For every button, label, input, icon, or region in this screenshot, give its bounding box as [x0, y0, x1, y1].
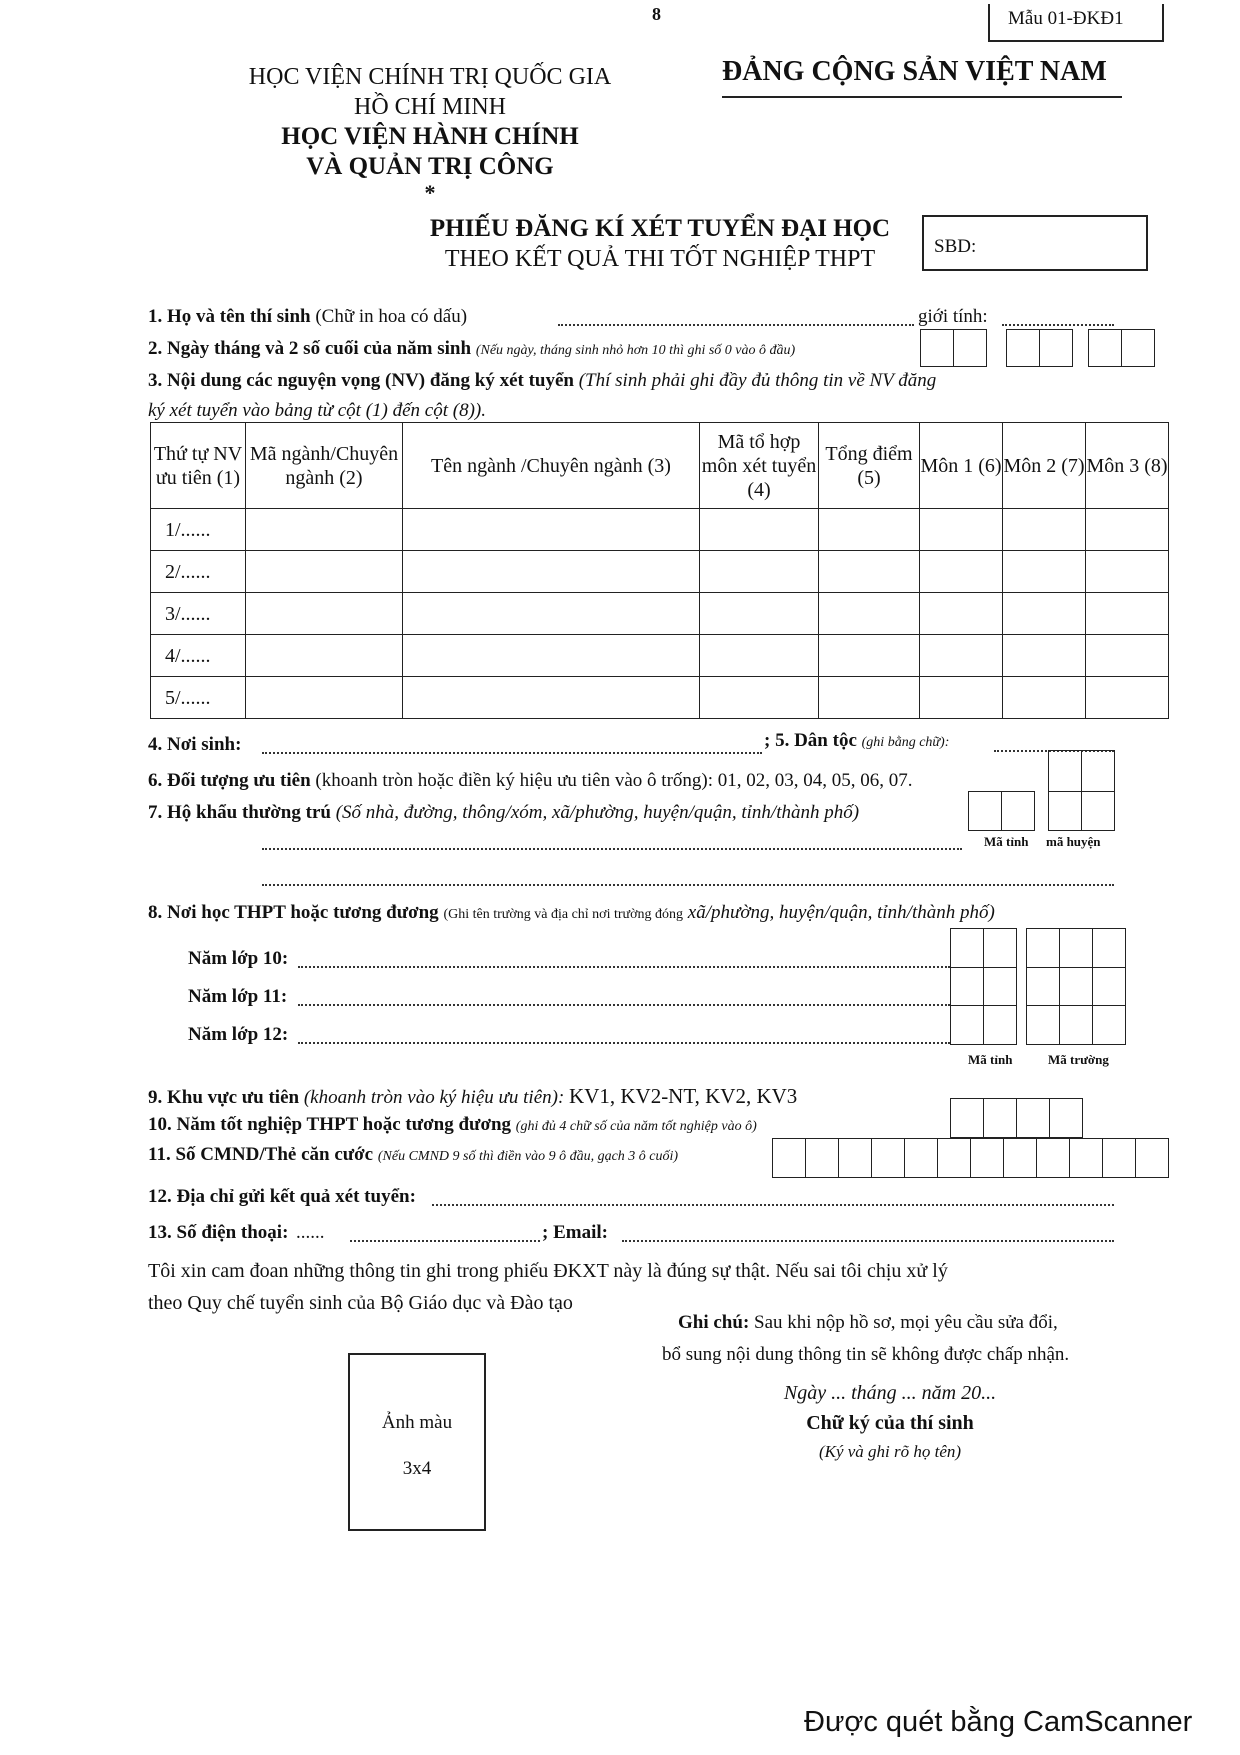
school-code-cell[interactable]: [1059, 967, 1093, 1006]
residence-field-1[interactable]: [262, 848, 962, 850]
item-10-title: 10. Năm tốt nghiệp THPT hoặc tương đương: [148, 1114, 512, 1135]
declaration-line-1: Tôi xin cam đoan những thông tin ghi trong phiếu ĐKXT này là đúng sự thật. Nếu sai tôi chịu xử lý: [148, 1260, 948, 1282]
table-cell[interactable]: [700, 551, 819, 593]
col-header-7: Môn 2 (7): [1003, 423, 1086, 509]
header-left: [200, 62, 660, 204]
col-header-8: Môn 3 (8): [1086, 423, 1169, 509]
grade-11-label: Năm lớp 11:: [188, 986, 288, 1007]
row-label: 1/......: [151, 509, 246, 551]
grade-12-field[interactable]: [298, 1042, 950, 1044]
item-4-label: 4. Nơi sinh:: [148, 734, 242, 755]
item-5-label: [764, 730, 949, 752]
table-cell[interactable]: [1086, 551, 1169, 593]
table-cell[interactable]: [1003, 635, 1086, 677]
table-cell[interactable]: [819, 551, 920, 593]
grade-12-label: Năm lớp 12:: [188, 1024, 289, 1045]
grade-11-field[interactable]: [298, 1004, 950, 1006]
table-row: [151, 509, 1169, 551]
school-code-cell[interactable]: [1059, 1005, 1093, 1045]
org-line-1: HỌC VIỆN CHÍNH TRỊ QUỐC GIA: [248, 64, 612, 90]
signature-note: (Ký và ghi rõ họ tên): [818, 1442, 962, 1461]
school-province-cell[interactable]: [983, 1005, 1017, 1045]
table-cell[interactable]: [403, 593, 700, 635]
party-name: ĐẢNG CỘNG SẢN VIỆT NAM: [722, 56, 1107, 87]
photo-label-2: 3x4: [402, 1458, 432, 1479]
fullname-field[interactable]: [558, 324, 914, 326]
birthplace-field[interactable]: [262, 752, 762, 754]
residence-field-2[interactable]: [262, 884, 1114, 886]
school-code-cell[interactable]: [1059, 928, 1093, 968]
table-cell[interactable]: [819, 593, 920, 635]
table-row: [151, 593, 1169, 635]
org-line-2: HỒ CHÍ MINH: [354, 94, 506, 120]
table-cell[interactable]: [403, 509, 700, 551]
school-province-cell[interactable]: [950, 1005, 984, 1045]
item-11-label: [148, 1144, 678, 1166]
birth-month-cell-1[interactable]: [1006, 329, 1040, 367]
col-header-2: Mã ngành/Chuyên ngành (2): [246, 423, 403, 509]
item-9-values: KV1, KV2-NT, KV2, KV3: [569, 1084, 798, 1108]
table-cell[interactable]: [920, 677, 1003, 719]
birth-year-cell-1[interactable]: [1088, 329, 1122, 367]
item-5-title: ; 5. Dân tộc: [764, 730, 857, 751]
sbd-label: SBD:: [934, 236, 977, 257]
gender-field[interactable]: [1002, 324, 1114, 326]
table-cell[interactable]: [700, 593, 819, 635]
table-row: [151, 635, 1169, 677]
item-3-note-a: (Thí sinh phải ghi đầy đủ thông tin về NV đăng: [578, 370, 937, 391]
id-number-cell[interactable]: [772, 1138, 806, 1178]
col-header-3: Tên ngành /Chuyên ngành (3): [403, 423, 700, 509]
table-cell[interactable]: [1003, 551, 1086, 593]
email-field[interactable]: [622, 1240, 1114, 1242]
item-1-label: [148, 306, 467, 328]
result-address-field[interactable]: [432, 1204, 1114, 1206]
table-cell[interactable]: [246, 509, 403, 551]
item-2-label: [148, 338, 795, 360]
item-8-title: 8. Nơi học THPT hoặc tương đương: [148, 902, 439, 923]
id-number-cell[interactable]: [1036, 1138, 1070, 1178]
table-cell[interactable]: [1003, 509, 1086, 551]
table-cell[interactable]: [700, 677, 819, 719]
item-2-note: (Nếu ngày, tháng sinh nhỏ hơn 10 thì ghi số 0 vào ô đầu): [475, 343, 796, 358]
gender-label: giới tính:: [918, 306, 988, 327]
id-number-cell[interactable]: [805, 1138, 839, 1178]
item-13-label: 13. Số điện thoại:: [148, 1222, 289, 1243]
graduation-year-cell[interactable]: [1049, 1098, 1083, 1138]
table-cell[interactable]: [920, 635, 1003, 677]
table-cell[interactable]: [1003, 593, 1086, 635]
birth-day-cell-2[interactable]: [953, 329, 987, 367]
org-star: *: [424, 180, 436, 205]
table-cell[interactable]: [246, 593, 403, 635]
school-code-cell[interactable]: [1026, 967, 1060, 1006]
title-line-1: PHIẾU ĐĂNG KÍ XÉT TUYỂN ĐẠI HỌC: [429, 215, 891, 242]
table-cell[interactable]: [403, 551, 700, 593]
item-9-label: [148, 1084, 797, 1109]
phone-dots: ......: [296, 1222, 325, 1243]
school-province-label: Mã tỉnh: [968, 1052, 1013, 1067]
school-code-cell[interactable]: [1092, 928, 1126, 968]
id-number-cell[interactable]: [1003, 1138, 1037, 1178]
residence-province-label: Mã tỉnh: [984, 834, 1029, 849]
table-row: [151, 551, 1169, 593]
row-label: 3/......: [151, 593, 246, 635]
school-province-cell[interactable]: [983, 967, 1017, 1006]
col-header-1: Thứ tự NV ưu tiên (1): [151, 423, 246, 509]
graduation-year-cell[interactable]: [950, 1098, 984, 1138]
photo-label-1: Ảnh màu: [381, 1412, 453, 1433]
wishes-table: [150, 422, 1169, 719]
id-number-cell[interactable]: [904, 1138, 938, 1178]
row-label: 2/......: [151, 551, 246, 593]
table-cell[interactable]: [920, 593, 1003, 635]
id-number-cell[interactable]: [937, 1138, 971, 1178]
item-5-note: (ghi bằng chữ):: [861, 735, 950, 750]
item-1-note: (Chữ in hoa có dấu): [315, 306, 468, 327]
item-8-note-a: (Ghi tên trường và địa chỉ nơi trường đóng: [443, 907, 684, 922]
priority-cell-1[interactable]: [1048, 750, 1082, 792]
table-cell[interactable]: [403, 677, 700, 719]
org-line-4: VÀ QUẢN TRỊ CÔNG: [306, 153, 554, 180]
residence-district-label: mã huyện: [1046, 834, 1101, 849]
note-line-1: [678, 1312, 1058, 1334]
id-number-cell[interactable]: [970, 1138, 1004, 1178]
photo-box[interactable]: [348, 1353, 486, 1531]
date-line: Ngày ... tháng ... năm 20...: [783, 1382, 997, 1404]
school-code-label: Mã trường: [1048, 1052, 1109, 1067]
table-cell[interactable]: [1086, 635, 1169, 677]
birth-day-cell-1[interactable]: [920, 329, 954, 367]
table-cell[interactable]: [246, 677, 403, 719]
table-cell[interactable]: [1003, 677, 1086, 719]
school-code-cell[interactable]: [1026, 928, 1060, 968]
note-text-a: Sau khi nộp hồ sơ, mọi yêu cầu sửa đổi,: [754, 1312, 1058, 1333]
table-cell[interactable]: [1086, 593, 1169, 635]
item-10-note: (ghi đủ 4 chữ số của năm tốt nghiệp vào ô): [515, 1119, 757, 1134]
table-cell[interactable]: [819, 635, 920, 677]
table-cell[interactable]: [246, 551, 403, 593]
graduation-year-cell[interactable]: [1016, 1098, 1050, 1138]
grade-10-field[interactable]: [298, 966, 950, 968]
item-3-label: [148, 370, 936, 392]
item-2-title: 2. Ngày tháng và 2 số cuối của năm sinh: [148, 338, 472, 359]
graduation-year-cell[interactable]: [983, 1098, 1017, 1138]
col-header-4: Mã tổ hợp môn xét tuyển (4): [700, 423, 819, 509]
col-header-5: Tổng điểm (5): [819, 423, 920, 509]
priority-cell-2[interactable]: [1081, 750, 1115, 792]
phone-field[interactable]: [350, 1240, 540, 1242]
table-cell[interactable]: [819, 677, 920, 719]
item-6-label: [148, 770, 913, 792]
grade-10-label: Năm lớp 10:: [188, 948, 289, 969]
residence-district-cell-1[interactable]: [1048, 791, 1082, 831]
table-cell[interactable]: [403, 635, 700, 677]
row-label: 4/......: [151, 635, 246, 677]
item-9-title: 9. Khu vực ưu tiên: [148, 1087, 300, 1108]
table-row: [151, 677, 1169, 719]
col-header-6: Môn 1 (6): [920, 423, 1003, 509]
id-number-cell[interactable]: [1069, 1138, 1103, 1178]
row-label: 5/......: [151, 677, 246, 719]
table-cell[interactable]: [920, 509, 1003, 551]
title-line-2: THEO KẾT QUẢ THI TỐT NGHIỆP THPT: [444, 246, 876, 272]
birth-year-cell-2[interactable]: [1121, 329, 1155, 367]
item-7-label: [148, 802, 859, 824]
birth-month-cell-2[interactable]: [1039, 329, 1073, 367]
item-11-note: (Nếu CMND 9 số thì điền vào 9 ô đầu, gạch 3 ô cuối): [377, 1149, 679, 1164]
signature-label: Chữ ký của thí sinh: [806, 1412, 974, 1434]
email-label: ; Email:: [542, 1222, 608, 1243]
note-line-2: bổ sung nội dung thông tin sẽ không được chấp nhận.: [662, 1344, 1070, 1365]
school-code-cell[interactable]: [1092, 967, 1126, 1006]
declaration-line-2: theo Quy chế tuyển sinh của Bộ Giáo dục và Đào tạo: [148, 1292, 573, 1314]
item-6-note: (khoanh tròn hoặc điền ký hiệu ưu tiên vào ô trống): 01, 02, 03, 04, 05, 06, 07.: [315, 770, 913, 791]
table-cell[interactable]: [920, 551, 1003, 593]
form-title: [395, 214, 925, 274]
item-9-note: (khoanh tròn vào ký hiệu ưu tiên):: [303, 1087, 565, 1108]
note-label: Ghi chú:: [678, 1312, 750, 1333]
table-cell[interactable]: [819, 509, 920, 551]
id-number-cell[interactable]: [838, 1138, 872, 1178]
table-cell[interactable]: [246, 635, 403, 677]
item-12-label: 12. Địa chỉ gửi kết quả xét tuyển:: [148, 1186, 416, 1207]
org-line-3: HỌC VIỆN HÀNH CHÍNH: [281, 123, 579, 150]
school-code-cell[interactable]: [1026, 1005, 1060, 1045]
school-province-cell[interactable]: [950, 928, 984, 968]
item-3-note-b: ký xét tuyển vào bảng từ cột (1) đến cột (8)).: [148, 400, 486, 421]
item-8-label: [148, 902, 995, 924]
id-number-cell[interactable]: [1102, 1138, 1136, 1178]
form-code: Mẫu 01-ĐKĐ1: [1008, 8, 1124, 29]
item-11-title: 11. Số CMND/Thẻ căn cước: [148, 1144, 374, 1165]
item-6-title: 6. Đối tượng ưu tiên: [148, 770, 311, 791]
camscanner-watermark: Được quét bằng CamScanner: [804, 1706, 1193, 1738]
item-7-note: (Số nhà, đường, thông/xóm, xã/phường, huyện/quận, tỉnh/thành phố): [335, 802, 860, 823]
id-number-cell[interactable]: [1135, 1138, 1169, 1178]
residence-province-cell-1[interactable]: [968, 791, 1002, 831]
item-3-title: 3. Nội dung các nguyện vọng (NV) đăng ký xét tuyển: [148, 370, 574, 391]
item-1-title: 1. Họ và tên thí sinh: [148, 306, 311, 327]
party-underline: [722, 96, 1122, 98]
table-cell[interactable]: [1086, 677, 1169, 719]
page-number: 8: [652, 4, 661, 24]
item-8-note-b: xã/phường, huyện/quận, tỉnh/thành phố): [687, 902, 995, 923]
item-7-title: 7. Hộ khẩu thường trú: [148, 802, 331, 823]
school-code-cell[interactable]: [1092, 1005, 1126, 1045]
table-cell[interactable]: [1086, 509, 1169, 551]
table-cell[interactable]: [700, 509, 819, 551]
residence-province-cell-2[interactable]: [1001, 791, 1035, 831]
school-province-cell[interactable]: [950, 967, 984, 1006]
id-number-cell[interactable]: [871, 1138, 905, 1178]
residence-district-cell-2[interactable]: [1081, 791, 1115, 831]
school-province-cell[interactable]: [983, 928, 1017, 968]
item-10-label: [148, 1114, 757, 1136]
table-cell[interactable]: [700, 635, 819, 677]
